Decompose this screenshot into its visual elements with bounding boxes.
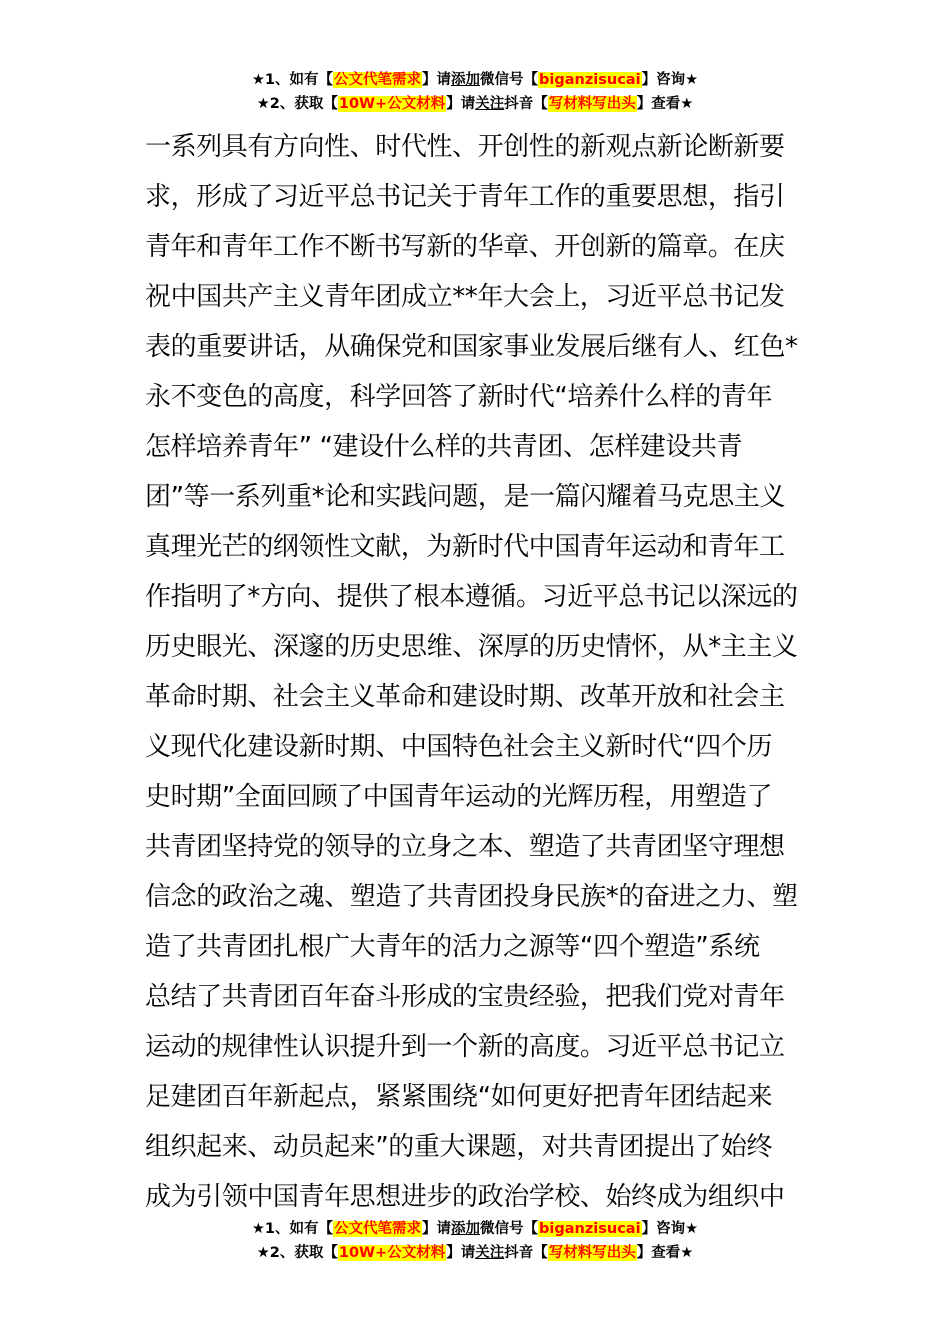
banner-text: 】咨询 bbox=[641, 72, 686, 88]
highlighted-text: 公文代笔需求 bbox=[334, 1221, 422, 1237]
banner-text: 抖音【 bbox=[504, 1245, 548, 1261]
paragraph-line: 一系列具有方向性、时代性、开创性的新观点新论断新要 bbox=[145, 132, 785, 162]
banner-line-1 bbox=[0, 1217, 950, 1241]
banner-text: 抖音【 bbox=[504, 96, 548, 112]
star-icon: ★ bbox=[256, 1245, 270, 1261]
star-icon: ★ bbox=[256, 96, 270, 112]
paragraph-line: 成为引领中国青年思想进步的政治学校、始终成为组织中 bbox=[145, 1182, 785, 1212]
banner-text: 2、获取【 bbox=[269, 1245, 338, 1261]
banner-text: 微信号【 bbox=[480, 1221, 539, 1237]
paragraph-line: 总结了共青团百年奋斗形成的宝贵经验，把我们党对青年 bbox=[145, 982, 785, 1012]
banner-text: 】查看 bbox=[636, 1245, 681, 1261]
footer-banner bbox=[0, 1217, 950, 1265]
paragraph-line: 义现代化建设新时期、中国特色社会主义新时代“四个历 bbox=[145, 732, 773, 762]
paragraph-line: 共青团坚持党的领导的立身之本、塑造了共青团坚守理想 bbox=[145, 832, 785, 862]
paragraph-line: 求，形成了习近平总书记关于青年工作的重要思想，指引 bbox=[145, 182, 785, 212]
paragraph-line: 史时期”全面回顾了中国青年运动的光辉历程，用塑造了 bbox=[145, 782, 773, 812]
paragraph-line: 永不变色的高度，科学回答了新时代“培养什么样的青年 bbox=[145, 382, 773, 412]
banner-line-1 bbox=[0, 68, 950, 92]
star-icon: ★ bbox=[685, 72, 699, 88]
star-icon: ★ bbox=[680, 96, 694, 112]
paragraph-line: 历史眼光、深邃的历史思维、深厚的历史情怀，从*主主义 bbox=[145, 632, 798, 662]
banner-text: 1、如有【 bbox=[264, 72, 334, 88]
highlighted-text: 10W+公文材料 bbox=[338, 1245, 446, 1261]
underlined-text: 关注 bbox=[475, 96, 505, 112]
star-icon: ★ bbox=[251, 72, 265, 88]
star-icon: ★ bbox=[251, 1221, 265, 1237]
highlighted-text: 10W+公文材料 bbox=[338, 96, 446, 112]
highlighted-text: 公文代笔需求 bbox=[334, 72, 422, 88]
paragraph-line: 团”等一系列重*论和实践问题，是一篇闪耀着马克思主义 bbox=[145, 482, 786, 512]
underlined-text: 添加 bbox=[451, 1221, 481, 1237]
banner-text: 】请 bbox=[446, 1245, 476, 1261]
paragraph-line: 怎样培养青年” “建设什么样的共青团、怎样建设共青 bbox=[145, 432, 743, 462]
document-body bbox=[145, 122, 815, 1222]
paragraph-line: 组织起来、动员起来”的重大课题，对共青团提出了始终 bbox=[145, 1132, 773, 1162]
paragraph-line: 作指明了*方向、提供了根本遵循。习近平总书记以深远的 bbox=[145, 582, 798, 612]
banner-text: 2、获取【 bbox=[269, 96, 338, 112]
banner-text: 】请 bbox=[422, 1221, 452, 1237]
paragraph-line: 造了共青团扎根广大青年的活力之源等“四个塑造”系统 bbox=[145, 932, 760, 962]
header-banner bbox=[0, 68, 950, 116]
wechat-id: biganzisucai bbox=[539, 1221, 641, 1237]
banner-text: 】请 bbox=[446, 96, 476, 112]
underlined-text: 关注 bbox=[475, 1245, 505, 1261]
star-icon: ★ bbox=[685, 1221, 699, 1237]
banner-line-2 bbox=[0, 92, 950, 116]
paragraph-line: 真理光芒的纲领性文献，为新时代中国青年运动和青年工 bbox=[145, 532, 785, 562]
paragraph-line: 信念的政治之魂、塑造了共青团投身民族*的奋进之力、塑 bbox=[145, 882, 798, 912]
banner-text: 1、如有【 bbox=[264, 1221, 334, 1237]
star-icon: ★ bbox=[680, 1245, 694, 1261]
banner-text: 】请 bbox=[422, 72, 452, 88]
wechat-id: biganzisucai bbox=[539, 72, 641, 88]
douyin-account: 写材料写出头 bbox=[548, 96, 636, 112]
paragraph-line: 祝中国共产主义青年团成立**年大会上，习近平总书记发 bbox=[145, 282, 785, 312]
paragraph-line: 革命时期、社会主义革命和建设时期、改革开放和社会主 bbox=[145, 682, 785, 712]
banner-text: 微信号【 bbox=[480, 72, 539, 88]
douyin-account: 写材料写出头 bbox=[548, 1245, 636, 1261]
paragraph-line: 青年和青年工作不断书写新的华章、开创新的篇章。在庆 bbox=[145, 232, 785, 262]
banner-text: 】查看 bbox=[636, 96, 681, 112]
paragraph-line: 运动的规律性认识提升到一个新的高度。习近平总书记立 bbox=[145, 1032, 785, 1062]
underlined-text: 添加 bbox=[451, 72, 481, 88]
banner-text: 】咨询 bbox=[641, 1221, 686, 1237]
paragraph-line: 足建团百年新起点，紧紧围绕“如何更好把青年团结起来 bbox=[145, 1082, 773, 1112]
banner-line-2 bbox=[0, 1241, 950, 1265]
paragraph-line: 表的重要讲话，从确保党和国家事业发展后继有人、红色* bbox=[145, 332, 798, 362]
